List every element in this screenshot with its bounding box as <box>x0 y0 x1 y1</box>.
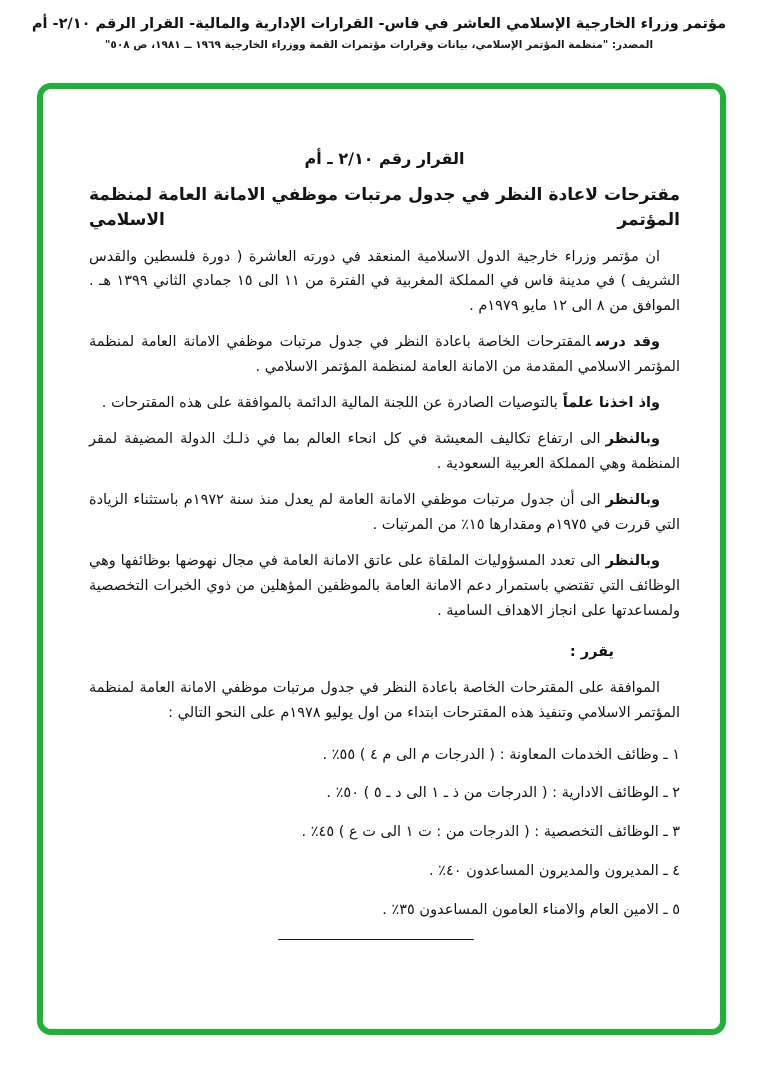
paragraph-studied <box>89 330 680 380</box>
document-frame <box>37 83 726 1035</box>
end-rule <box>278 939 474 940</box>
paragraph-text: بالتوصيات الصادرة عن اللجنة المالية الدائمة بالموافقة على هذه المقترحات . <box>101 395 558 412</box>
list-item: ٢ ـ الوظائف الادارية : ( الدرجات من ذ ـ ١ الى د ـ ٥ ) ٥٠٪ . <box>326 785 680 802</box>
document-content <box>43 89 720 920</box>
page-header <box>0 0 758 51</box>
paragraph-text: الى ارتفاع تكاليف المعيشة في كل انحاء العالم بما في ذلـك الدولة المضيفة لمقر المنظمة وهي المملكة العربية السعودية . <box>89 431 680 473</box>
header-source-title: مؤتمر وزراء الخارجية الإسلامي العاشر في فاس- القرارات الإدارية والمالية- القرار الرقم ٢/١٠- أم <box>31 16 727 32</box>
paragraph-text: الى أن جدول مرتبات موظفي الامانة العامة لم يعدل منذ سنة ١٩٧٢م باستثناء الزيادة التي قررت في ١٩٧٥م ومقدارها ١٥٪ من المرتبات . <box>89 492 680 533</box>
paragraph-lead: وبالنظر <box>605 552 660 569</box>
paragraph-lead: واذ اخذنا علماً <box>562 395 660 412</box>
list-item: ١ ـ وظائف الخدمات المعاونة : ( الدرجات م الى م ٤ ) ٥٥٪ . <box>322 746 680 763</box>
paragraph-considering-salaries <box>89 488 680 538</box>
paragraph-decision: الموافقة على المقترحات الخاصة باعادة النظر في جدول مرتبات موظفي الامانة العامة لمنظمة المؤتمر الاسلامي وتنفيذ هذه المقترحات ابتداء من اول يوليو ١٩٧٨م على النحو التالي : <box>89 679 680 721</box>
paragraph-preamble <box>89 245 680 320</box>
list-item: ٣ ـ الوظائف التخصصية : ( الدرجات من : ت ١ الى ت ع ) ٤٥٪ . <box>301 824 680 841</box>
paragraph-text: الى تعدد المسؤوليات الملقاة على عاتق الامانة العامة في مجال نهوضها بوظائفها وهي الوظائف التي تقتضي باستمرار دعم الامانة العامة بالموظفين المؤهلين من ذوي الخبرات التخصصية ولمساعدتها على انجاز الاهداف السامية . <box>89 552 680 619</box>
list-item: ٥ ـ الامين العام والامناء العامون المساعدون ٣٥٪ . <box>382 901 680 918</box>
salary-increase-list <box>89 746 680 920</box>
list-item: ٤ ـ المديرون والمديرون المساعدون ٤٠٪ . <box>428 863 680 880</box>
document-title: مقترحات لاعادة النظر في جدول مرتبات موظفي الامانة العامة لمنظمة المؤتمر الاسلامي <box>89 184 680 231</box>
paragraph-lead: وقد درس <box>595 334 660 351</box>
paragraph-considering-responsibilities <box>89 549 680 624</box>
decision-number: القرار رقم ٢/١٠ ـ أم <box>304 149 465 168</box>
paragraph-considering-cost <box>89 427 680 477</box>
decides-label: يقرر : <box>569 643 614 660</box>
paragraph-lead: وبالنظر <box>605 492 660 509</box>
paragraph-noted <box>89 391 680 416</box>
paragraph-text: المقترحات الخاصة باعادة النظر في جدول مرتبات موظفي الامانة العامة لمنظمة المؤتمر الاسلامي المقدمة من الامانة العامة لمنظمة المؤتمر الاسلامي . <box>89 334 680 376</box>
paragraph-text: ان مؤتمر وزراء خارجية الدول الاسلامية المنعقد في دورته العاشرة ( دورة فلسطين والقدس الشريف ) في مدينة فاس في المملكة المغربية في الفترة من ١١ الى ١٥ جمادي الثاني ١٣٩٩ هـ . الموافق من ٨ الى ١٢ مايو ١٩٧٩م . <box>89 248 681 315</box>
header-source-citation: المصدر: "منظمة المؤتمر الإسلامي، بيانات وقرارات مؤتمرات القمة ووزراء الخارجية ١٩٦٩ ــ ١٩٨١، ص ٥٠٨" <box>104 39 654 51</box>
paragraph-lead: وبالنظر <box>605 431 660 448</box>
